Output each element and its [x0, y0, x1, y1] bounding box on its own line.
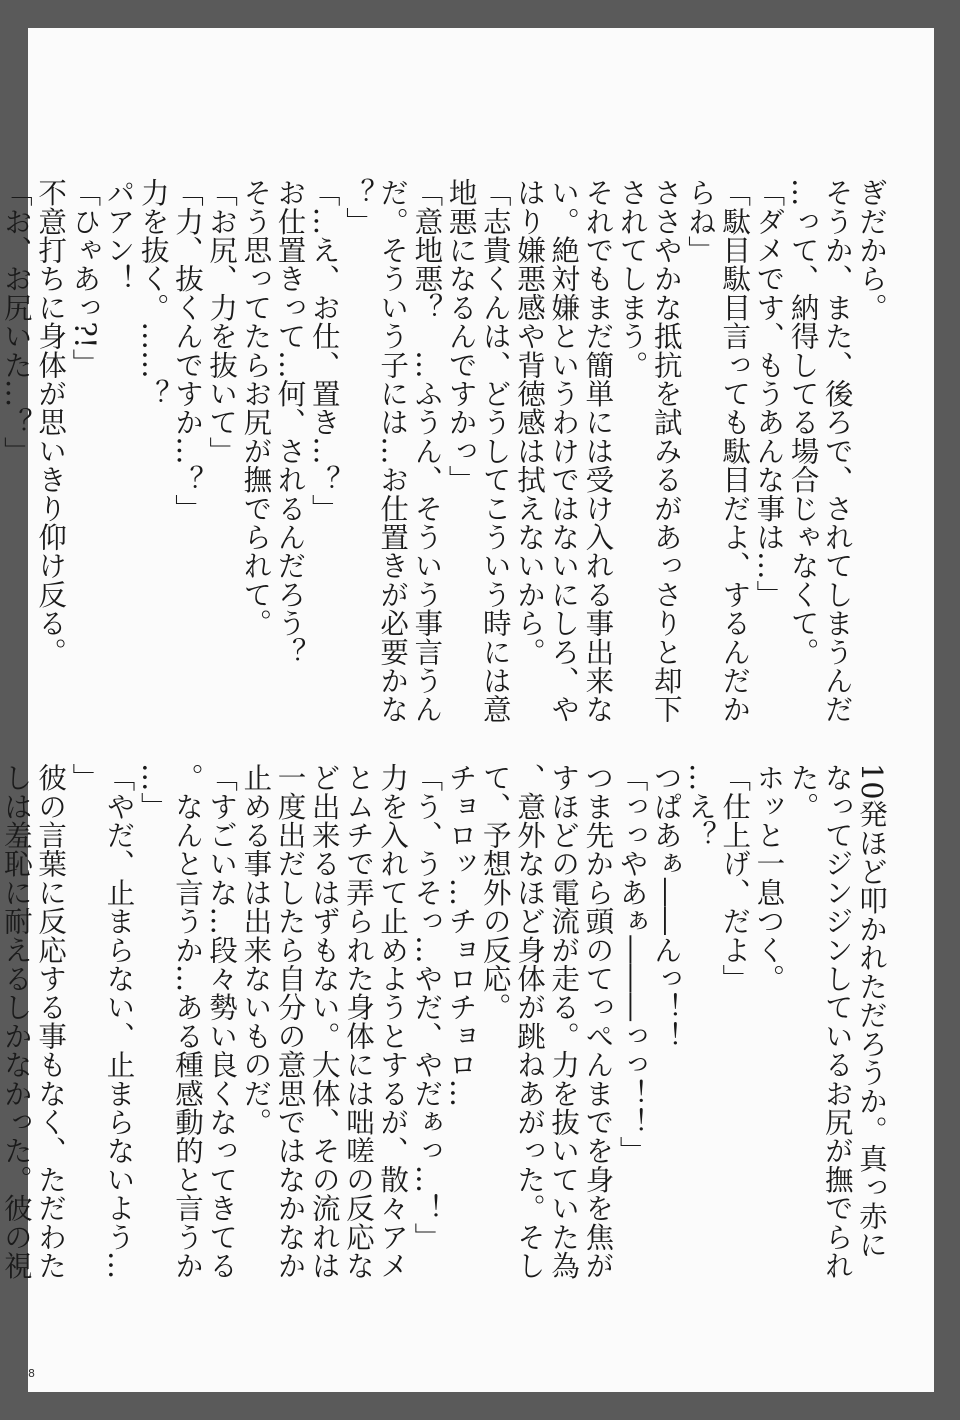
text-column: 不意打ちに身体が思いきり仰け反る。 — [34, 178, 68, 666]
text-column: 、意外なほど身体が跳ねあがった。そし — [512, 763, 546, 1280]
text-column: 地悪になるんですかっ」 — [444, 178, 478, 494]
text-column: …」 — [136, 763, 170, 821]
text-column: ど出来るはずもない。大体、その流れは — [307, 763, 341, 1280]
text-column: い。絶対嫌というわけではないにしろ、や — [547, 178, 581, 724]
text-column: ホッと一息つく。 — [752, 763, 786, 993]
text-column: とムチで弄られた身体には咄嗟の反応な — [341, 763, 375, 1280]
text-column: 10発ほど叩かれただろうか。真っ赤に — [855, 763, 888, 1259]
text-column: 」 — [68, 763, 102, 792]
text-column: そうか、また、後ろで、されてしまうんだ — [820, 178, 854, 724]
book-page — [0, 28, 934, 1392]
text-column: はり嫌悪感や背徳感は拭えないから。 — [512, 178, 546, 666]
text-column: …え？ — [683, 763, 717, 850]
text-column: 止める事は出来ないものだ。 — [239, 763, 273, 1137]
text-column: しは羞恥に耐えるしかなかった。彼の視 — [0, 763, 33, 1280]
text-column: 「お、お尻いた…？」 — [0, 178, 33, 465]
text-column: 「志貴くんは、どうしてこういう時には意 — [478, 178, 512, 724]
text-column: だ。そういう子には…お仕置きが必要かな — [376, 178, 410, 724]
text-column: …って、納得してる場合じゃなくて。 — [786, 178, 820, 666]
text-column: 「すごいな…段々勢い良くなってきてる — [205, 763, 239, 1280]
text-column: されてしまう。 — [615, 178, 649, 379]
text-column: つぱあぁ――んっ！！ — [649, 763, 683, 1050]
text-column: 力を入れて止めようとするが、散々アメ — [376, 763, 410, 1280]
text-column: 「う、うそっ…やだ、やだぁっ…！」 — [410, 763, 444, 1251]
text-column: 「駄目駄目言っても駄目だよ、するんだか — [718, 178, 752, 724]
text-column: 「仕上げ、だよ」 — [718, 763, 752, 993]
text-column: らね」 — [683, 178, 717, 265]
text-column: すほどの電流が走る。力を抜いていた為 — [547, 763, 581, 1280]
text-column: ささやかな抵抗を試みるがあっさりと却下 — [649, 178, 683, 724]
text-column: ？」 — [341, 178, 375, 236]
text-column: 「ダメです、もうあんな事は…」 — [752, 178, 786, 609]
text-column: 「お尻、力を抜いて」 — [205, 178, 239, 465]
text-column: 「っっやあぁ―――っっ！！」 — [615, 763, 649, 1165]
text-column: 一度出だしたら自分の意思ではなかなか — [273, 763, 307, 1280]
upper-text-block — [0, 178, 888, 738]
text-column: 「力、抜くんですか…？」 — [170, 178, 204, 523]
text-column: て、予想外の反応。 — [478, 763, 512, 1022]
lower-text-block — [0, 763, 888, 1303]
text-column: 力を抜く。……？ — [136, 178, 170, 408]
text-column: 「意地悪？ …ふうん、そういう事言うん — [410, 178, 444, 724]
text-column: た。 — [786, 763, 820, 821]
page-number: 8 — [28, 1367, 35, 1380]
text-column: チョロッ…チョロチョロ… — [444, 763, 478, 1108]
text-column: 「ひゃあっ?!」 — [68, 178, 102, 378]
text-column: 「…え、お仕、置き…？」 — [307, 178, 341, 523]
text-column: なってジンジンしているお尻が撫でられ — [820, 763, 854, 1280]
text-column: そう思ってたらお尻が撫でられて。 — [239, 178, 273, 638]
text-column: つま先から頭のてっぺんまでを身を焦が — [581, 763, 615, 1280]
text-column: ぎだから。 — [855, 178, 888, 322]
text-column: 彼の言葉に反応する事もなく、ただわた — [34, 763, 68, 1280]
text-column: それでもまだ簡単には受け入れる事出来な — [581, 178, 615, 724]
text-column: お仕置きって…何、されるんだろう？ — [273, 178, 307, 666]
text-column: パアン！ — [102, 178, 136, 293]
text-column: 「やだ、止まらない、止まらないよう… — [102, 763, 136, 1280]
text-column: 。なんと言うか…ある種感動的と言うか — [170, 763, 204, 1280]
